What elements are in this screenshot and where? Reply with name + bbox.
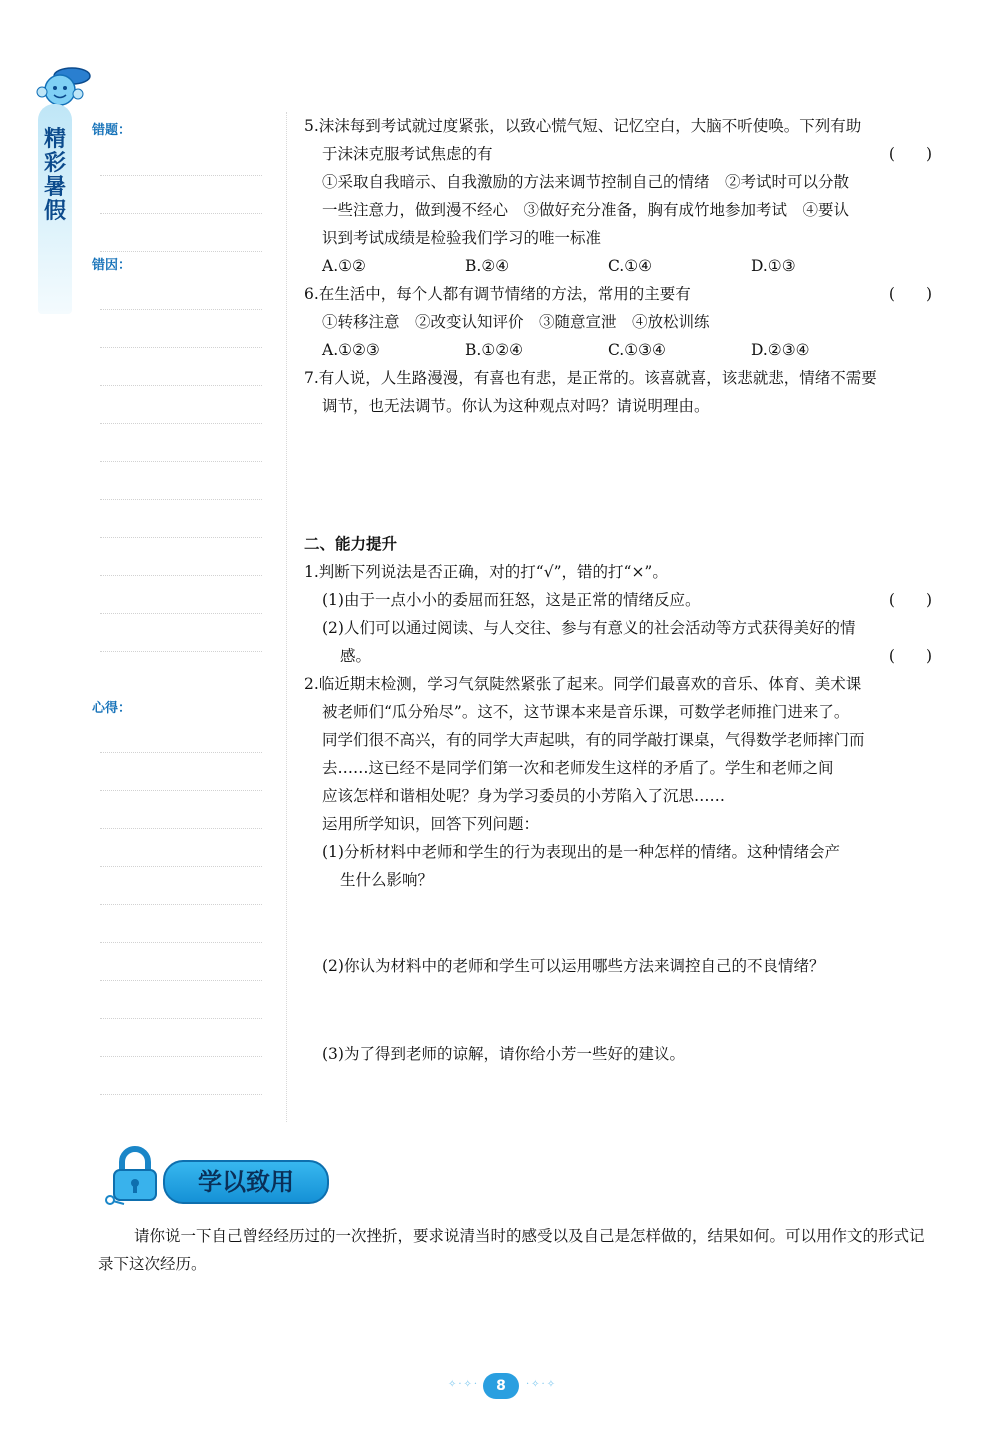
option-b[interactable]: B.①②④ [465, 341, 524, 359]
question-6-line1 [304, 280, 932, 308]
mascot-sun-icon [20, 62, 100, 108]
question-5-body1: ①采取自我暗示、自我激励的方法来调节控制自己的情绪 ②考试时可以分散 [322, 173, 850, 191]
label-causes: 错因： [92, 258, 132, 273]
s2-q1-item2-end: 感。 [340, 647, 372, 665]
note-lines-mistakes [100, 138, 262, 252]
question-5-body2: 一些注意力，做到漫不经心 ③做好充分准备，胸有成竹地参加考试 ④要认 [322, 201, 850, 219]
question-5-options [304, 252, 932, 280]
note-lines-causes [100, 272, 262, 652]
s2-question-2-line2: 被老师们“瓜分殆尽”。这不，这节课本来是音乐课，可数学老师推门进来了。 [322, 703, 850, 721]
answer-blank-s2q1-1[interactable]: ( ) [888, 591, 932, 609]
s2-question-2-sub3: (3)为了得到老师的谅解，请你给小芳一些好的建议。 [322, 1045, 685, 1063]
question-6-stem: 6.在生活中，每个人都有调节情绪的方法，常用的主要有 [304, 285, 691, 303]
s2-question-2-prompt: 运用所学知识，回答下列问题： [322, 815, 540, 833]
note-lines-insights [100, 715, 262, 1095]
answer-space-q7[interactable] [304, 420, 932, 530]
s2-question-1-item2b [304, 642, 932, 670]
answer-blank-q5[interactable]: ( ) [888, 145, 932, 163]
column-divider [286, 112, 287, 1122]
s2-question-2-sub1a: (1)分析材料中老师和学生的行为表现出的是一种怎样的情绪。这种情绪会产 [322, 843, 840, 861]
page-decor-right: ·✧·✧ [526, 1379, 558, 1390]
page-decor-left: ✧·✧· [448, 1379, 480, 1390]
option-d[interactable]: D.②③④ [751, 341, 810, 359]
question-5-body3: 识到考试成绩是检验我们学习的唯一标准 [322, 229, 602, 247]
section-title-ability: 二、能力提升 [304, 535, 398, 553]
answer-blank-q6[interactable]: ( ) [888, 285, 932, 303]
question-5-stem-end: 于沫沫克服考试焦虑的有 [322, 145, 493, 163]
answer-blank-s2q1-2[interactable]: ( ) [888, 647, 932, 665]
questions-column [304, 112, 932, 1068]
sidebar-title: 精彩暑假 [43, 127, 66, 224]
answer-space-sub1[interactable] [304, 894, 932, 952]
s2-question-2-sub2: (2)你认为材料中的老师和学生可以运用哪些方法来调控自己的不良情绪？ [322, 957, 825, 975]
section-banner-apply: 学以致用 [163, 1160, 329, 1204]
option-c[interactable]: C.①③④ [608, 341, 666, 359]
s2-question-1-item2a: (2)人们可以通过阅读、与人交往、参与有意义的社会活动等方式获得美好的情 [322, 619, 856, 637]
s2-question-2-line1: 2.临近期末检测，学习气氛陡然紧张了起来。同学们最喜欢的音乐、体育、美术课 [304, 675, 862, 693]
question-6-body1: ①转移注意 ②改变认知评价 ③随意宣泄 ④放松训练 [322, 313, 710, 331]
question-5-line1: 5.沫沫每到考试就过度紧张，以致心慌气短、记忆空白，大脑不听使唤。下列有助 [304, 117, 862, 135]
s2-question-2-line4: 去……这已经不是同学们第一次和老师发生这样的矛盾了。学生和老师之间 [322, 759, 834, 777]
option-d[interactable]: D.①③ [751, 257, 796, 275]
apply-paragraph: 请你说一下自己曾经经历过的一次挫折，要求说清当时的感受以及自己是怎样做的，结果如何。可以用作文的形式记录下这次经历。 [98, 1227, 925, 1273]
answer-space-sub2[interactable] [304, 980, 932, 1040]
option-c[interactable]: C.①④ [608, 257, 653, 275]
lock-icon [100, 1146, 170, 1208]
label-insights: 心得： [92, 701, 132, 716]
s2-question-1-item1 [304, 586, 932, 614]
option-b[interactable]: B.②④ [465, 257, 510, 275]
s2-question-2-sub1b: 生什么影响？ [340, 871, 434, 889]
s2-question-1-line1: 1.判断下列说法是否正确，对的打“√”，错的打“×”。 [304, 563, 668, 581]
question-6-options [304, 336, 932, 364]
question-7-line2: 调节，也无法调节。你认为这种观点对吗？请说明理由。 [322, 397, 710, 415]
option-a[interactable]: A.①② [322, 257, 366, 275]
option-a[interactable]: A.①②③ [322, 341, 380, 359]
s2-q1-item1-text: (1)由于一点小小的委屈而狂怒，这是正常的情绪反应。 [322, 591, 701, 609]
question-7-line1: 7.有人说，人生路漫漫，有喜也有悲，是正常的。该喜就喜，该悲就悲，情绪不需要 [304, 369, 877, 387]
label-mistakes: 错题： [92, 123, 132, 138]
s2-question-2-line5: 应该怎样和谐相处呢？身为学习委员的小芳陷入了沉思…… [322, 787, 726, 805]
s2-question-2-line3: 同学们很不高兴，有的同学大声起哄，有的同学敲打课桌，气得数学老师摔门而 [322, 731, 865, 749]
question-5-line2 [304, 140, 932, 168]
page-number: 8 [483, 1373, 519, 1399]
